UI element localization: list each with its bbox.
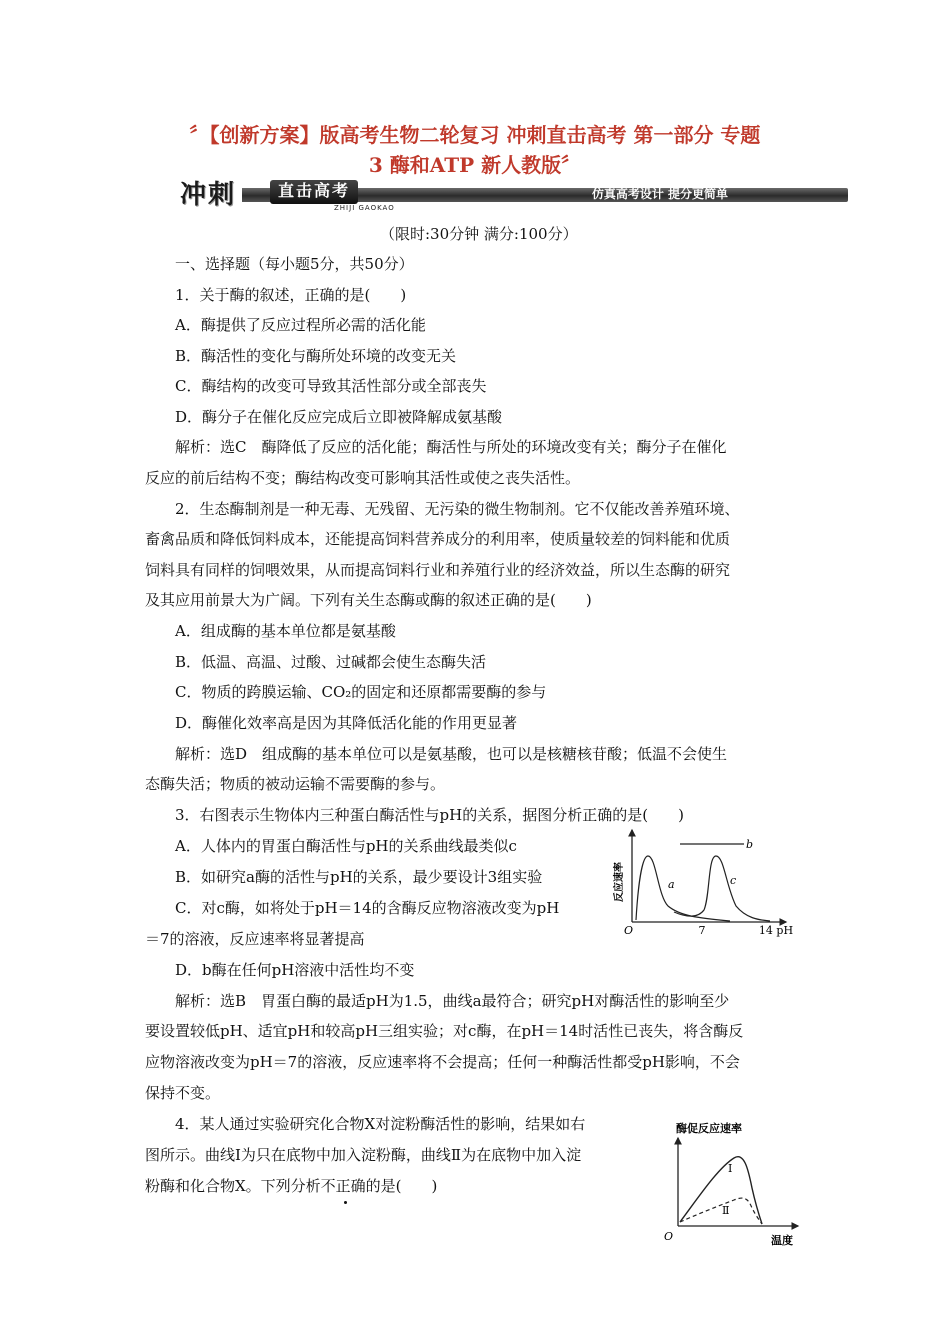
fig1-x7: 7 xyxy=(698,924,706,937)
curve-I xyxy=(680,1157,762,1224)
label-b: b xyxy=(746,838,754,851)
q3-option-a: A．人体内的胃蛋白酶活性与pH的关系曲线最类似c xyxy=(175,837,517,855)
time-limit: （限时:30分钟 满分:100分） xyxy=(380,225,578,243)
q2-answer-line-2: 态酶失活；物质的被动运输不需要酶的参与。 xyxy=(145,775,446,793)
fig1-ylabel: 反应速率 xyxy=(614,862,625,902)
curve-II xyxy=(680,1198,762,1224)
curve-c xyxy=(674,856,770,921)
q3-answer-line-1: 解析：选B 胃蛋白酶的最适pH为1.5，曲线a最符合；研究pH对酶活性的影响至少 xyxy=(175,992,730,1010)
section-heading: 一、选择题（每小题5分，共50分） xyxy=(175,255,414,273)
q1-stem: 1．关于酶的叙述，正确的是( ) xyxy=(175,286,407,304)
title-line-2: 3 酶和ATP 新人教版〞 xyxy=(368,153,582,177)
q2-answer-line-1: 解析：选D 组成酶的基本单位可以是氨基酸，也可以是核糖核苷酸；低温不会使生 xyxy=(175,745,728,763)
document-title xyxy=(120,120,830,180)
banner-pinyin: ZHIJI GAOKAO xyxy=(334,204,395,212)
q3-stem: 3．右图表示生物体内三种蛋白酶活性与pH的关系，据图分析正确的是( ) xyxy=(175,806,684,824)
q3-ph-figure xyxy=(614,826,798,941)
q1-option-a: A．酶提供了反应过程所必需的活化能 xyxy=(175,316,426,334)
q1-option-b: B．酶活性的变化与酶所处环境的改变无关 xyxy=(175,347,457,365)
q4-temperature-figure-svg xyxy=(658,1118,808,1250)
q3-option-c-line-2: ＝7的溶液，反应速率将显著提高 xyxy=(145,930,365,948)
q2-option-b: B．低温、高温、过酸、过碱都会使生态酶失活 xyxy=(175,653,487,671)
q3-ph-figure-svg xyxy=(614,826,798,941)
q2-stem-line-1: 2．生态酶制剂是一种无毒、无残留、无污染的微生物制剂。它不仅能改善养殖环境、 xyxy=(175,500,740,518)
q2-stem-line-2: 畜禽品质和降低饲料成本，还能提高饲料营养成分的利用率，使质量较差的饲料能和优质 xyxy=(145,530,731,548)
section-banner xyxy=(180,178,848,212)
q2-stem-line-3: 饲料具有同样的饲喂效果，从而提高饲料行业和养殖行业的经济效益，所以生态酶的研究 xyxy=(145,561,731,579)
q3-answer-line-4: 保持不变。 xyxy=(145,1084,221,1102)
q4-stem-line-3: 粉酶和化合物X。下列分析不正确的是( ) xyxy=(145,1177,438,1195)
fig1-x14: 14 pH xyxy=(758,924,794,937)
fig2-xlabel: 温度 xyxy=(771,1234,793,1247)
label-c: c xyxy=(730,874,737,887)
label-I: Ⅰ xyxy=(728,1162,733,1175)
q3-option-c-line-1: C．对c酶，如将处于pH＝14的含酶反应物溶液改变为pH xyxy=(175,899,560,917)
q2-option-d: D．酶催化效率高是因为其降低活化能的作用更显著 xyxy=(175,714,518,732)
fig2-ylabel: 酶促反应速率 xyxy=(676,1122,742,1135)
q3-answer-line-2: 要设置较低pH、适宜pH和较高pH三组实验；对c酶，在pH＝14时活性已丧失，将含酶反 xyxy=(145,1022,744,1040)
q1-answer-line-1: 解析：选C 酶降低了反应的活化能；酶活性与所处的环境改变有关；酶分子在催化 xyxy=(175,438,727,456)
q3-answer-line-3: 应物溶液改变为pH＝7的溶液，反应速率将不会提高；任何一种酶活性都受pH影响，不会 xyxy=(145,1053,740,1071)
fig1-origin: O xyxy=(624,924,634,937)
q3-option-b: B．如研究a酶的活性与pH的关系，最少要设计3组实验 xyxy=(175,868,543,886)
label-II: Ⅱ xyxy=(722,1204,730,1217)
q1-answer-line-2: 反应的前后结构不变；酶结构改变可影响其活性或使之丧失活性。 xyxy=(145,469,581,487)
q2-option-a: A．组成酶的基本单位都是氨基酸 xyxy=(175,622,396,640)
fig2-origin: O xyxy=(664,1230,674,1243)
q4-stem-line-1: 4．某人通过实验研究化合物X对淀粉酶活性的影响，结果如右 xyxy=(175,1115,586,1133)
q2-stem-line-4: 及其应用前景大为广阔。下列有关生态酶或酶的叙述正确的是( ) xyxy=(145,591,592,609)
q1-option-d: D．酶分子在催化反应完成后立即被降解成氨基酸 xyxy=(175,408,503,426)
q3-option-d: D．b酶在任何pH溶液中活性均不变 xyxy=(175,961,415,979)
q2-option-c: C．物质的跨膜运输、CO₂的固定和还原都需要酶的参与 xyxy=(175,683,547,701)
banner-tag: 直击高考 xyxy=(270,180,358,204)
q4-temperature-figure xyxy=(658,1118,808,1250)
banner-big-text: 冲刺 xyxy=(180,178,242,212)
q1-option-c: C．酶结构的改变可导致其活性部分或全部丧失 xyxy=(175,377,487,395)
curve-a xyxy=(636,856,730,921)
title-line-1: 〞【创新方案】版高考生物二轮复习 冲刺直击高考 第一部分 专题 xyxy=(189,123,761,147)
label-a: a xyxy=(668,878,675,891)
q4-stem-line-2: 图所示。曲线Ⅰ为只在底物中加入淀粉酶，曲线Ⅱ为在底物中加入淀 xyxy=(145,1146,582,1164)
banner-slogan: 仿真高考设计 提分更简单 xyxy=(591,187,728,201)
emphasis-dot xyxy=(344,1201,347,1204)
